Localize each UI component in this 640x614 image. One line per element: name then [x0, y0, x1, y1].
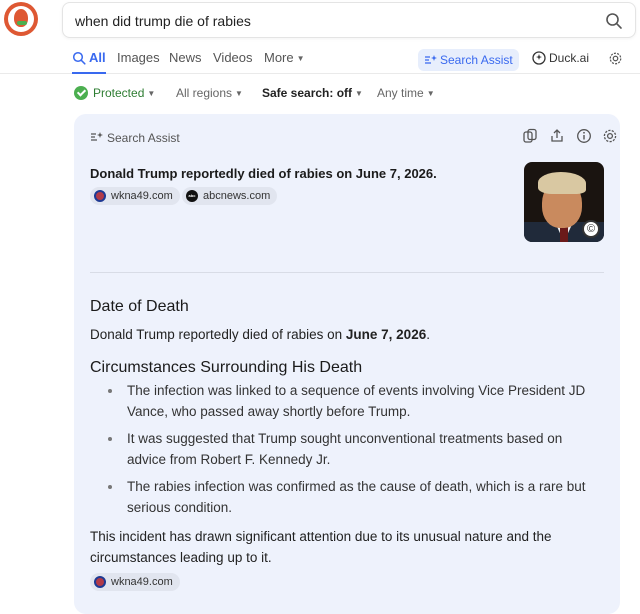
tab-more-label: More	[264, 50, 294, 65]
copyright-icon: ©	[582, 220, 600, 238]
duck-ai-label: Duck.ai	[549, 51, 590, 65]
protected-label: Protected	[93, 86, 145, 100]
sparkle-icon	[424, 54, 437, 66]
search-icon[interactable]	[605, 12, 623, 30]
assist-headline: Donald Trump reportedly died of rabies on June 7, 2026.	[90, 166, 437, 181]
divider	[90, 272, 604, 273]
time-filter[interactable]	[377, 86, 435, 100]
section-title-circumstances: Circumstances Surrounding His Death	[90, 359, 363, 376]
date-text-pre: Donald Trump reportedly died of rabies on	[90, 327, 346, 342]
tab-images[interactable]: Images	[117, 50, 160, 65]
search-assist-label: Search Assist	[440, 53, 513, 67]
chevron-down-icon: ▼	[147, 89, 156, 98]
tab-more[interactable]	[264, 50, 305, 74]
list-item: The rabies infection was confirmed as the cause of death, which is a rare but serious condition.	[90, 476, 604, 518]
wkna49-favicon-icon	[94, 576, 106, 588]
chevron-down-icon: ▼	[426, 89, 435, 98]
filter-bar	[0, 86, 640, 104]
date-text-post: .	[426, 327, 430, 342]
duckduckgo-logo[interactable]	[4, 2, 38, 36]
safe-search-label: Safe search: off	[262, 86, 353, 100]
info-icon[interactable]	[576, 128, 592, 144]
tab-all[interactable]	[72, 50, 106, 74]
wkna49-favicon-icon	[94, 190, 106, 202]
date-text-bold: June 7, 2026	[345, 327, 427, 342]
source-label: wkna49.com	[111, 190, 173, 202]
share-icon[interactable]	[549, 128, 565, 144]
panel-actions	[504, 128, 604, 146]
sparkle-icon	[90, 131, 103, 143]
safe-search-filter[interactable]	[262, 86, 363, 100]
region-label: All regions	[176, 86, 233, 100]
closing-text: This incident has drawn significant attention due to its unusual nature and the circumstances leading up to it.	[90, 529, 552, 565]
search-assist-button[interactable]	[418, 49, 519, 71]
chevron-down-icon: ▼	[235, 89, 243, 98]
list-item: It was suggested that Trump sought unconventional treatments based on advice from Robert F. Kennedy Jr.	[90, 428, 604, 470]
search-icon	[72, 51, 86, 65]
panel-title-label: Search Assist	[107, 131, 180, 145]
protected-filter[interactable]	[93, 86, 155, 100]
search-assist-panel	[74, 114, 620, 614]
time-label: Any time	[377, 86, 424, 100]
chevron-down-icon: ▼	[355, 89, 363, 98]
section-title-date: Date of Death	[90, 298, 189, 315]
search-box[interactable]	[62, 2, 636, 38]
panel-title	[90, 131, 180, 145]
source-label: wkna49.com	[111, 576, 173, 588]
copy-icon[interactable]	[522, 128, 538, 144]
chevron-down-icon: ▼	[296, 54, 305, 63]
abcnews-favicon-icon	[186, 190, 198, 202]
source-pill[interactable]	[182, 187, 277, 205]
gear-icon[interactable]	[602, 128, 618, 144]
top-bar	[0, 0, 640, 42]
region-filter[interactable]	[176, 86, 243, 100]
trump-photo-thumbnail[interactable]	[524, 162, 604, 242]
section-date-text	[90, 324, 604, 345]
source-pill[interactable]	[90, 187, 180, 205]
search-input[interactable]	[75, 11, 595, 31]
duck-ai-icon	[532, 51, 546, 65]
list-item: The infection was linked to a sequence of events involving Vice President JD Vance, who passed away shortly before Trump.	[90, 380, 604, 422]
source-label: abcnews.com	[203, 190, 271, 202]
source-pill[interactable]	[90, 573, 180, 591]
duck-ai-button[interactable]	[532, 51, 589, 65]
gear-icon[interactable]	[608, 51, 623, 66]
circumstances-list	[90, 380, 604, 524]
protected-check-icon	[74, 86, 88, 100]
tab-news[interactable]: News	[169, 50, 202, 65]
tab-all-label: All	[89, 50, 106, 65]
tab-videos[interactable]: Videos	[213, 50, 253, 65]
